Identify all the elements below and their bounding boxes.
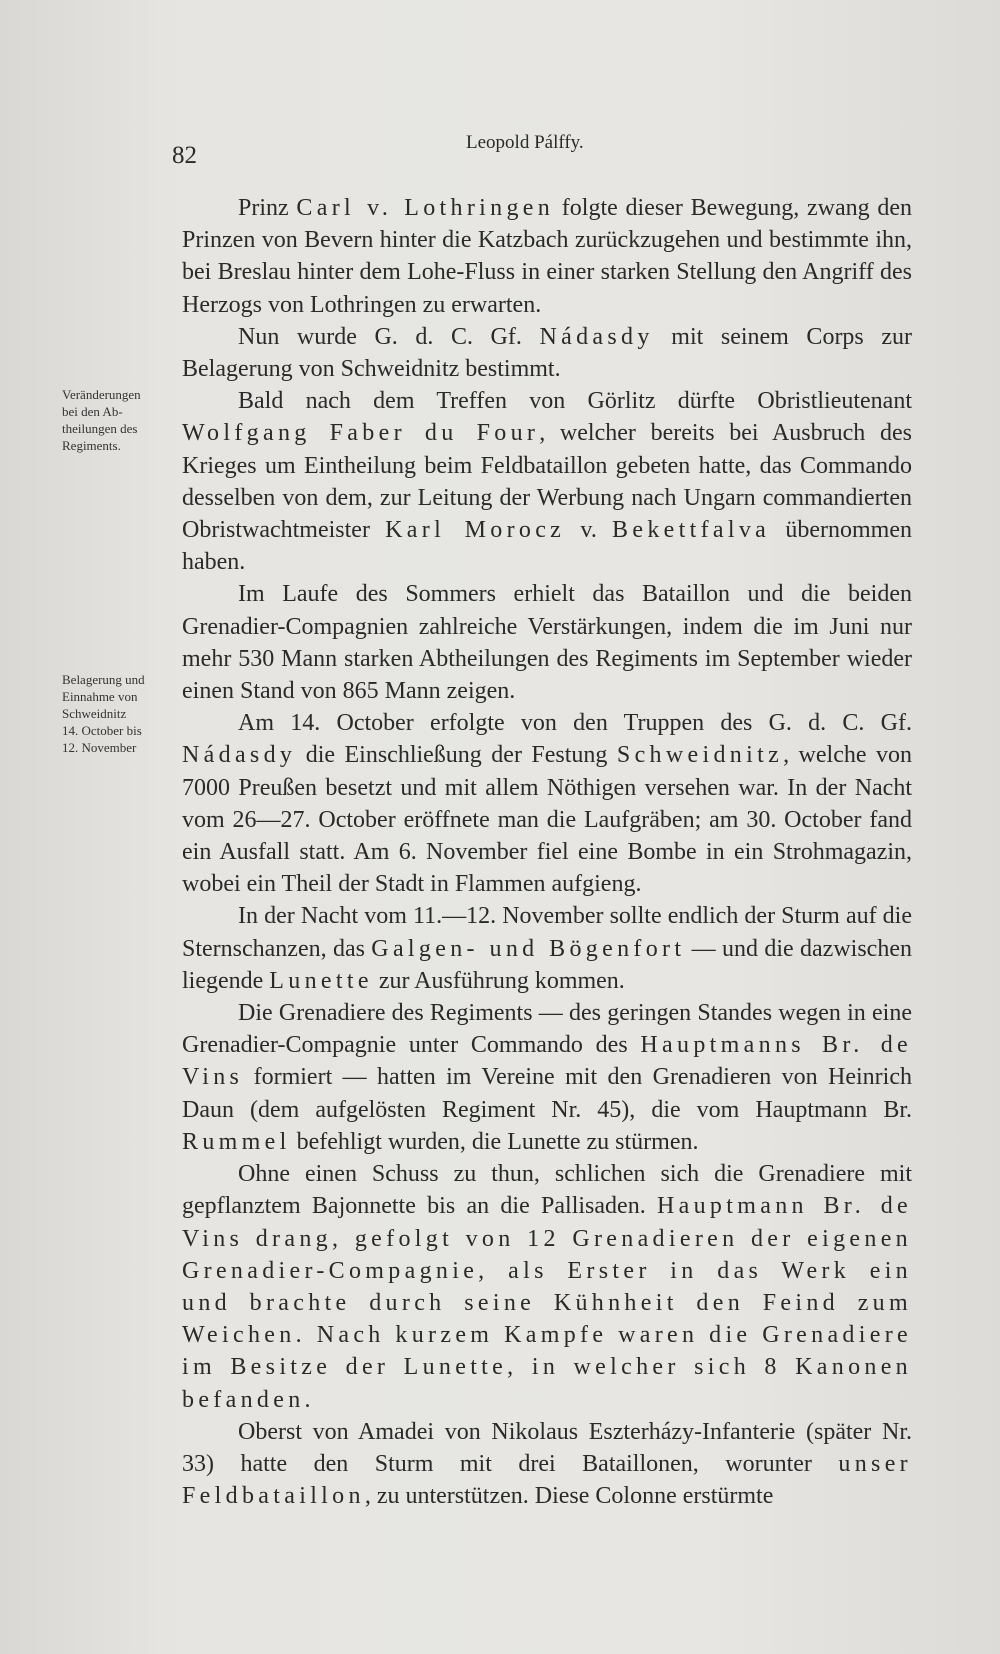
spaced-emphasis-text: Galgen- und Bögenfort: [371, 935, 686, 962]
text-segment: , welche von 7000 Preußen besetzt und mit allem Nöthigen versehen war. In der Nacht vom 26—27. October eröffnete man die Laufgräben; am 30. October fand ein Ausfall statt. Am 6. November fiel eine Bombe in ein Strohmagazin, wobei ein Theil der Stadt in Flammen aufgieng.: [182, 742, 912, 898]
spaced-emphasis-text: Nádasdy: [539, 323, 654, 350]
paragraph: [182, 1158, 912, 1416]
text-segment: mit seinem Corps zur Belagerung von Schweidnitz bestimmt.: [182, 323, 913, 383]
margin-note-line: Einnahme von: [62, 689, 138, 704]
margin-note-line: Veränderungen: [62, 387, 141, 402]
text-segment: — und die dazwischen liegende: [182, 935, 912, 994]
text-segment: Am 14. October erfolgte von den Truppen des G. d. C. Gf.: [238, 710, 912, 737]
paragraph: [182, 385, 912, 578]
page-header: [172, 132, 912, 172]
body-text: [182, 192, 912, 1512]
margin-note-line: theilungen des: [62, 421, 138, 436]
paragraph: [182, 1416, 912, 1513]
margin-note-line: Schweidnitz: [62, 706, 127, 721]
spaced-emphasis-text: Bekettfalva: [612, 517, 771, 544]
text-segment: formiert — hatten im Vereine mit den Grenadieren von Heinrich Daun (dem aufgelösten Regiment Nr. 45), die vom Hauptmann Br.: [182, 1064, 912, 1123]
text-segment: befehligt wurden, die Lunette zu stürmen.: [290, 1128, 699, 1155]
paragraph: [182, 997, 912, 1158]
paragraph: [182, 707, 912, 900]
text-segment: folgte dieser Bewegung, zwang den Prinzen von Bevern hinter die Katzbach zurückzugehen und bestimmte ihn, bei Breslau hinter dem Lohe-Fluss in einer starken Stellung den Angriff des Herzogs von Lothringen zu erwarten.: [182, 195, 912, 318]
text-segment: Prinz: [238, 195, 297, 221]
margin-note-siege: [62, 671, 187, 756]
running-title: Leopold Pálffy.: [466, 132, 584, 153]
margin-note-changes: [62, 386, 187, 454]
text-segment: Nun wurde G. d. C. Gf.: [238, 323, 540, 350]
text-segment: Im Laufe des Sommers erhielt das Bataillon und die beiden Grenadier-Compagnien zahlreiche Verstärkungen, indem die im Juni nur mehr 530 Mann starken Abtheilungen des Regiments im September wieder einen Stand von 865 Mann zeigen.: [182, 581, 912, 705]
spaced-emphasis-text: unser Feldbataillon: [182, 1450, 912, 1510]
text-segment: Bald nach dem Treffen von Görlitz dürfte Obristlieutenant: [238, 388, 912, 415]
spaced-emphasis-text: Wolfgang Faber du Four: [182, 420, 540, 447]
text-segment: , zu unterstützen. Diese Colonne erstürmte: [364, 1483, 774, 1510]
spaced-emphasis-text: Karl Morocz: [385, 517, 566, 544]
spaced-emphasis-text: Schweidnitz: [616, 742, 784, 769]
spaced-emphasis-text: Nádasdy: [182, 742, 297, 769]
spaced-emphasis-text: Lunette: [269, 967, 373, 994]
margin-note-line: 12. November: [62, 740, 137, 755]
page-number: 82: [172, 142, 197, 169]
text-segment: , welcher bereits bei Ausbruch des Krieges um Eintheilung beim Feldbataillon gebeten hatte, das Commando desselben von dem, zur Leitung der Werbung nach Ungarn commandierten Obristwachtmeister: [182, 420, 912, 544]
text-segment: Oberst von Amadei von Nikolaus Eszterházy-Infanterie (später Nr. 33) hatte den Sturm mit drei Bataillonen, worunter: [182, 1418, 912, 1477]
spaced-emphasis-text: Carl v. Lothringen: [296, 195, 555, 221]
spaced-emphasis-text: Hauptmanns Br. de Vins: [182, 1032, 912, 1091]
text-segment: v.: [565, 517, 613, 544]
margin-note-line: bei den Ab-: [62, 404, 123, 419]
margin-note-line: Regiments.: [62, 438, 121, 453]
spaced-emphasis-text: Hauptmann Br. de Vins drang, gefolgt von 12 Grenadieren der eigenen Grenadier-Compagnie, als Erster in das Werk ein und brachte durch seine Kühnheit den Feind zum Weichen. Nach kurzem Kampfe waren die Grenadiere im Besitze der Lunette, in welcher sich 8 Kanonen befanden.: [182, 1193, 912, 1413]
paragraph: [182, 578, 912, 707]
text-segment: In der Nacht vom 11.—12. November sollte endlich der Sturm auf die Sternschanzen, das: [182, 903, 912, 962]
text-segment: übernommen haben.: [182, 517, 912, 576]
paragraph: [182, 192, 912, 321]
margin-note-line: Belagerung und: [62, 672, 145, 687]
paragraph: [182, 900, 912, 997]
text-segment: Die Grenadiere des Regiments — des geringen Standes wegen in eine Grenadier-Compagnie unter Commando des: [182, 1000, 912, 1059]
text-segment: zur Ausführung kommen.: [372, 967, 625, 994]
spaced-emphasis-text: Rummel: [182, 1128, 291, 1155]
text-segment: Ohne einen Schuss zu thun, schlichen sich die Grenadiere mit gepflanztem Bajonnette bis an die Pallisaden.: [182, 1161, 912, 1220]
text-segment: die Einschließung der Festung: [296, 742, 617, 769]
paragraph: [182, 321, 912, 385]
margin-note-line: 14. October bis: [62, 723, 142, 738]
